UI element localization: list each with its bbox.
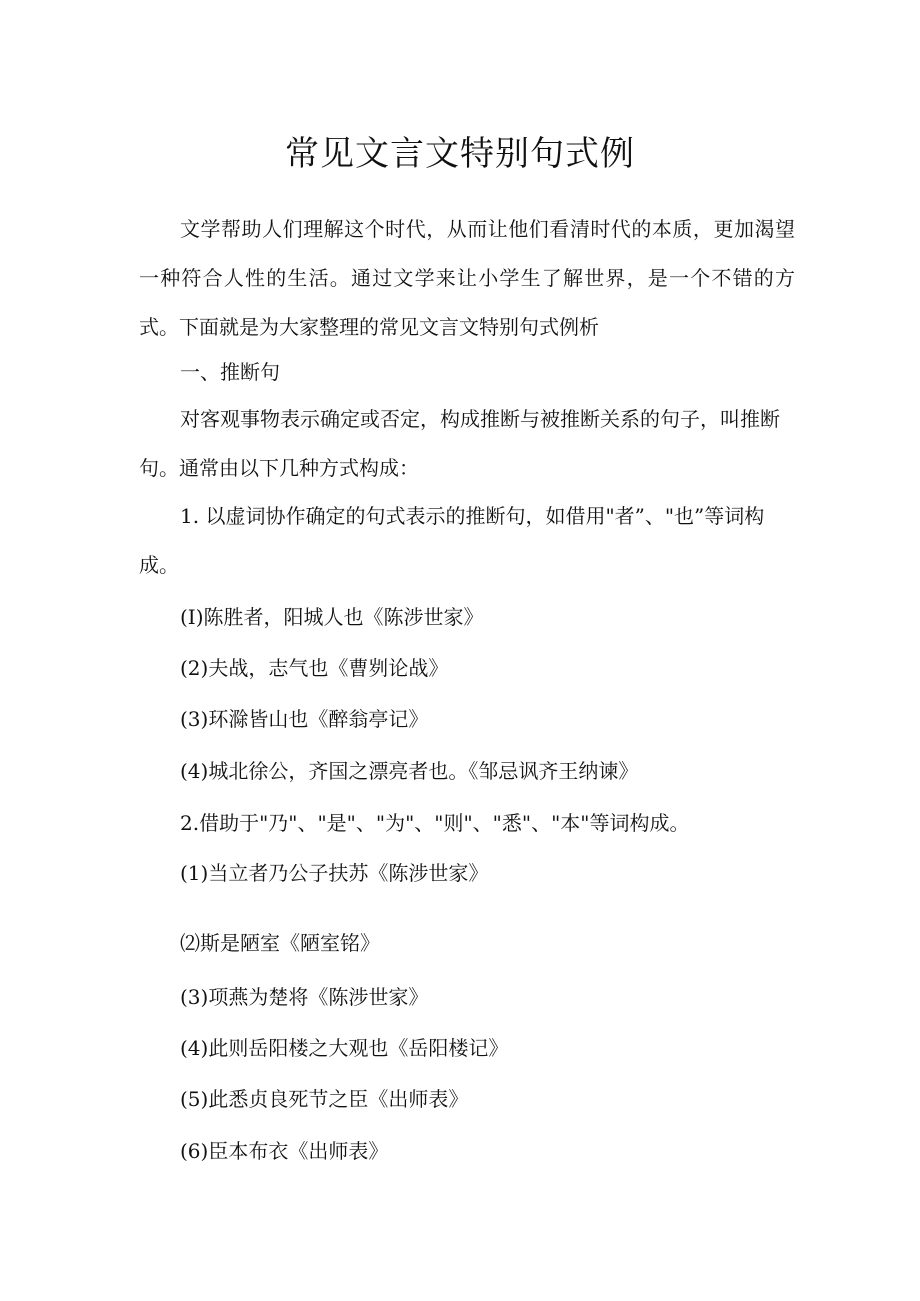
example-1-1: (I)陈胜者，阳城人也《陈涉世家》 — [180, 605, 484, 629]
example-2-6: (6)臣本布衣《出师表》 — [180, 1139, 389, 1163]
example-1-4: (4)城北徐公，齐国之漂亮者也。《邹忌讽齐王纳谏》 — [180, 759, 639, 783]
example-2-2: ⑵斯是陋室《陋室铭》 — [180, 931, 380, 955]
example-2-4: (4)此则岳阳楼之大观也《岳阳楼记》 — [180, 1036, 509, 1060]
intro-paragraph: 文学帮助人们理解这个时代，从而让他们看清时代的本质，更加渴望一种符合人性的生活。通过文学来让小学生了解世界，是一个不错的方式。下面就是为大家整理的常见文言文特别句式例析 — [139, 217, 795, 339]
example-2-3: (3)项燕为楚将《陈涉世家》 — [180, 985, 429, 1009]
definition-paragraph: 对客观事物表示确定或否定，构成推断与被推断关系的句子，叫推断句。通常由以下几种方式构成： — [139, 407, 780, 480]
example-2-1: (1)当立者乃公子扶苏《陈涉世家》 — [180, 861, 489, 885]
section-heading: 一、推断句 — [180, 360, 280, 384]
example-2-5: (5)此悉贞良死节之臣《出师表》 — [180, 1087, 469, 1111]
method-2-paragraph: 2.借助于"乃"、"是"、"为"、"则"、"悉"、"本"等词构成。 — [180, 811, 690, 835]
method-1-paragraph: 1. 以虚词协作确定的句式表示的推断句，如借用"者”、"也”等词构成。 — [139, 504, 765, 577]
example-1-3: (3)环滁皆山也《醉翁亭记》 — [180, 707, 429, 731]
example-1-2: (2)夫战，志气也《曹刿论战》 — [180, 656, 449, 680]
page-title: 常见文言文特别句式例 — [285, 134, 635, 174]
